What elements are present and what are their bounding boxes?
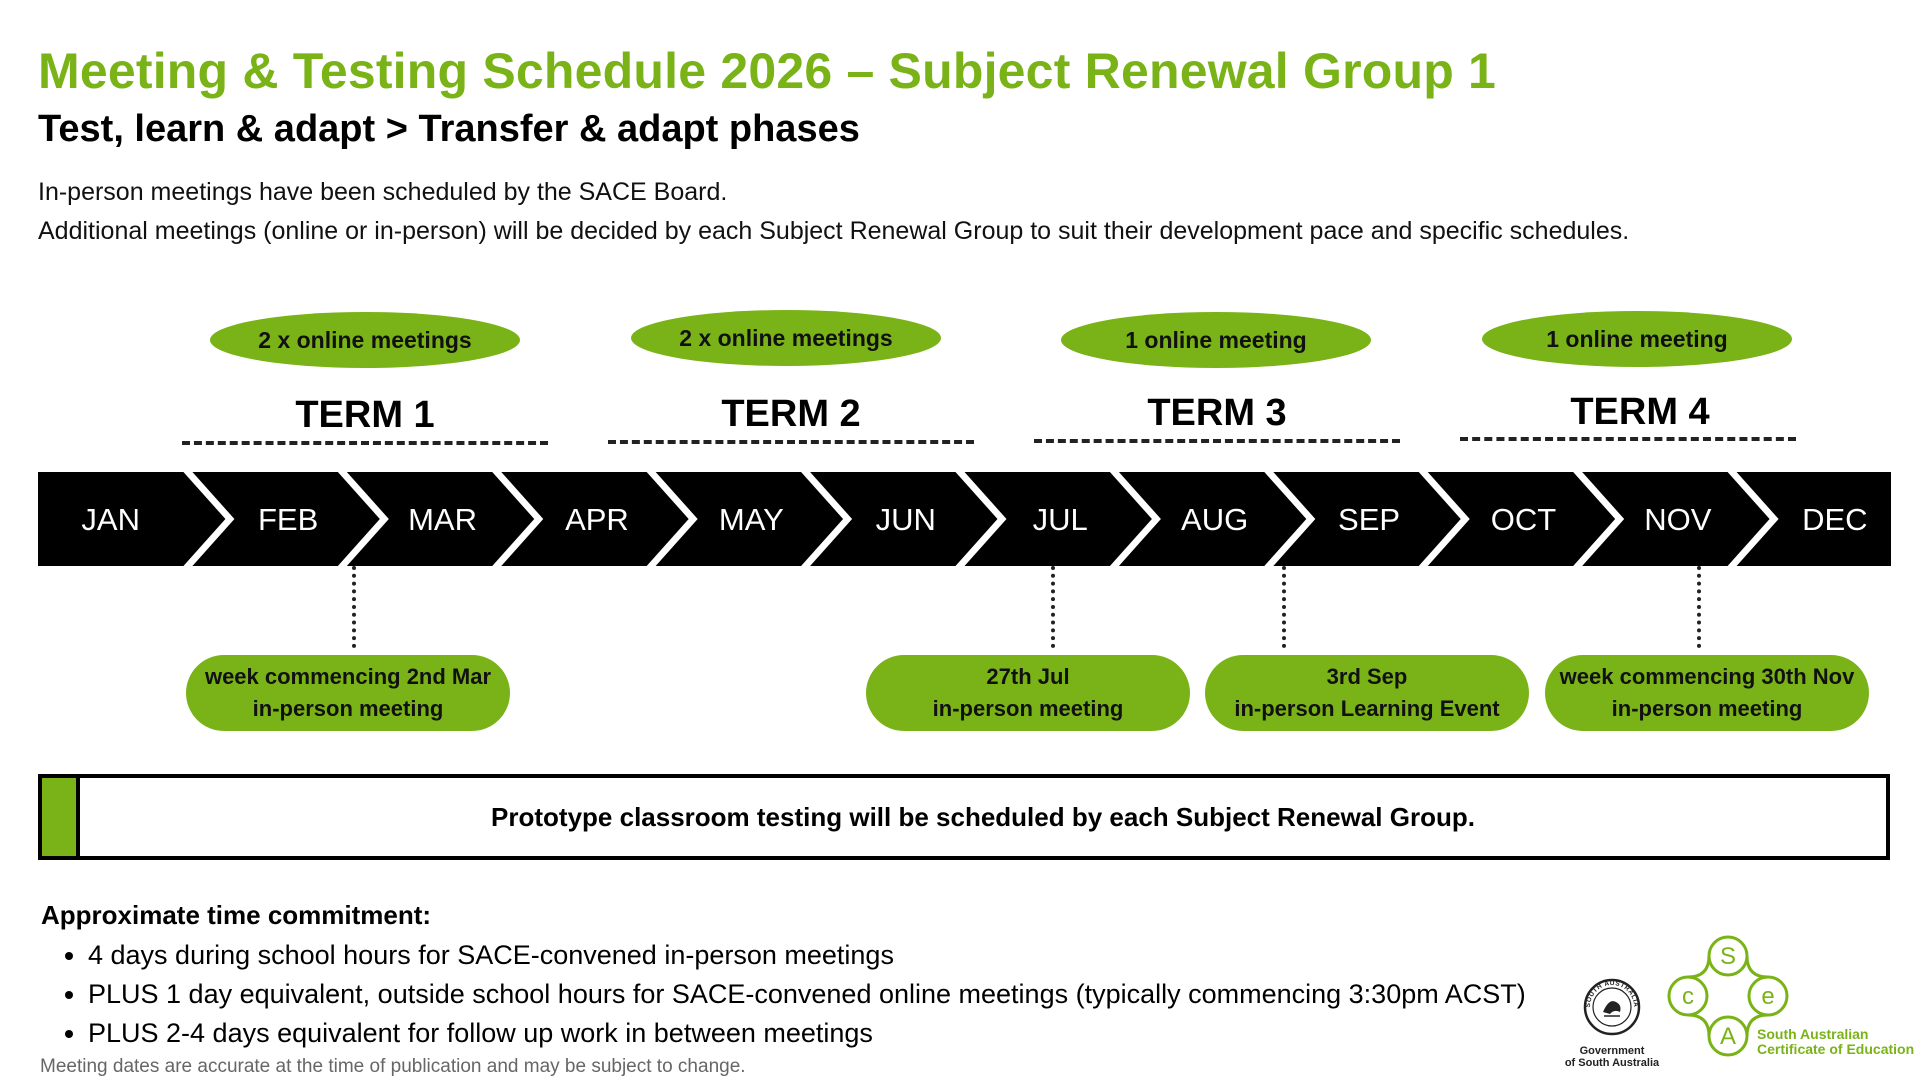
- connector-sep: [1282, 566, 1286, 648]
- commitment-list: [60, 936, 1526, 1053]
- sace-logo-text: South Australian Certificate of Education: [1757, 1026, 1915, 1057]
- connector-jul: [1051, 566, 1055, 648]
- svg-text:SOUTH AUSTRALIA: SOUTH AUSTRALIA: [1584, 979, 1640, 1008]
- term-3-label: TERM 3: [1147, 392, 1287, 434]
- sace-letter-s: S: [1719, 943, 1737, 970]
- month-timeline: [38, 472, 1891, 566]
- event-pill-nov: [1545, 655, 1869, 731]
- online-meetings-term-3: 1 online meeting: [1061, 312, 1371, 368]
- testing-note: Prototype classroom testing will be scheduled by each Subject Renewal Group.: [491, 801, 1475, 832]
- government-of-south-australia-logo: [1554, 976, 1670, 1069]
- term-2-divider: [608, 440, 974, 444]
- event-type: in-person meeting: [252, 696, 444, 721]
- disclaimer: Meeting dates are accurate at the time of publication and may be subject to change.: [40, 1056, 746, 1077]
- event-pill-mar: [186, 655, 510, 731]
- month-label-oct: OCT: [1490, 502, 1557, 537]
- term-4-label: TERM 4: [1570, 391, 1710, 433]
- term-3-divider: [1034, 439, 1400, 443]
- month-label-dec: DEC: [1802, 502, 1868, 537]
- page-subtitle: Test, learn & adapt > Transfer & adapt phases: [38, 108, 860, 150]
- commitment-item: • PLUS 1 day equivalent, outside school hours for SACE-convened online meetings (typically commencing 3:30pm ACST): [88, 975, 1526, 1014]
- sace-letter-e: e: [1761, 983, 1775, 1010]
- event-type: in-person Learning Event: [1234, 696, 1500, 721]
- term-4-divider: [1460, 437, 1796, 441]
- event-pill-jul: [866, 655, 1190, 731]
- month-label-apr: APR: [565, 502, 629, 537]
- government-seal-icon: [1554, 976, 1670, 1038]
- connector-mar: [352, 566, 356, 648]
- commitment-heading: Approximate time commitment:: [41, 900, 432, 930]
- event-date: week commencing 30th Nov: [1559, 664, 1855, 689]
- month-label-jun: JUN: [875, 502, 936, 537]
- term-1-label: TERM 1: [295, 394, 435, 436]
- month-label-nov: NOV: [1644, 502, 1712, 537]
- term-2-label: TERM 2: [721, 393, 861, 435]
- month-label-sep: SEP: [1338, 502, 1401, 537]
- sace-letter-a: A: [1719, 1023, 1737, 1050]
- term-1-divider: [182, 441, 548, 445]
- connector-nov: [1697, 566, 1701, 648]
- testing-accent-bar: [42, 778, 80, 856]
- event-date: week commencing 2nd Mar: [204, 664, 492, 689]
- government-logo-text: Government of South Australia: [1564, 1045, 1660, 1069]
- online-meetings-term-4: 1 online meeting: [1482, 311, 1792, 367]
- page-title: Meeting & Testing Schedule 2026 – Subject Renewal Group 1: [38, 43, 1497, 99]
- event-date: 3rd Sep: [1326, 664, 1408, 689]
- online-meetings-term-1: 2 x online meetings: [210, 312, 520, 368]
- intro-line-1: In-person meetings have been scheduled by the SACE Board.: [38, 178, 728, 206]
- online-meetings-term-2: 2 x online meetings: [631, 310, 941, 366]
- month-label-feb: FEB: [257, 502, 319, 537]
- month-label-mar: MAR: [408, 502, 477, 537]
- event-type: in-person meeting: [932, 696, 1124, 721]
- month-label-jan: JAN: [81, 502, 140, 537]
- intro-line-2: Additional meetings (online or in-person) will be decided by each Subject Renewal Group to suit their development pace and specific schedules.: [38, 217, 1630, 245]
- testing-note-box: [38, 774, 1890, 860]
- event-type: in-person meeting: [1611, 696, 1803, 721]
- event-pill-sep: [1205, 655, 1529, 731]
- month-label-may: MAY: [718, 502, 784, 537]
- commitment-item: • PLUS 2-4 days equivalent for follow up work in between meetings: [88, 1014, 1526, 1053]
- month-label-aug: AUG: [1181, 502, 1249, 537]
- commitment-item: • 4 days during school hours for SACE-convened in-person meetings: [88, 936, 1526, 975]
- event-date: 27th Jul: [986, 664, 1070, 689]
- sace-letter-c: c: [1682, 983, 1694, 1010]
- month-label-jul: JUL: [1032, 502, 1088, 537]
